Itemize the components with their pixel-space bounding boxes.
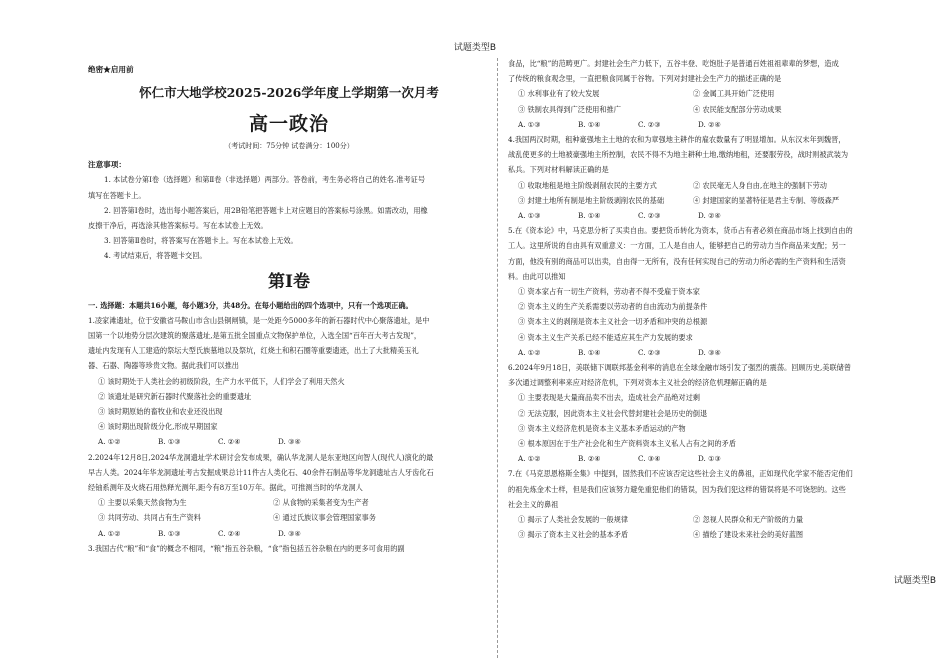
question-text: 5.在《资本论》中，马克思分析了买卖自由。要把货币转化为资本，货币占有者必须在商品市场上找到自由的 (508, 226, 853, 236)
option-a: A. ①③ (518, 119, 541, 129)
question-text: 战乱使更多的土地被豪强地主所控制，农民不得不为地主耕种土地,缴纳地租，还要服劳役，战时则被武装为 (508, 150, 849, 160)
item-row (508, 527, 908, 542)
question-text: 方面，他没有别的商品可以出卖，自由得一无所有，没有任何实现自己的劳动力所必需的生产资料和生活资 (508, 256, 846, 266)
question-item: ③ 揭示了资本主义社会的基本矛盾 (518, 530, 629, 540)
question-item: ③ 资本主义经济危机是资本主义基本矛盾运动的产物 (518, 423, 686, 433)
question-item: ③ 资本主义的剥削是资本主义社会一切矛盾和冲突的总根源 (518, 317, 708, 327)
question-item: ① 该时期处于人类社会的初级阶段，生产力水平低下，人们学会了利用天然火 (98, 376, 345, 386)
notes-title: 注意事项： (88, 160, 126, 170)
paper-type-side: 试题类型B (893, 576, 936, 586)
option-a: A. ①② (518, 347, 541, 357)
question-item: ④ 该时期出现阶级分化,形成早期国家 (98, 422, 218, 432)
question-item: ③ 该时期原始的畜牧业和农业还没出现 (98, 407, 223, 417)
answer-options (508, 208, 908, 223)
option-d: D. ②④ (698, 119, 721, 129)
item-row (508, 178, 908, 193)
question-5 (508, 223, 908, 360)
question-3 (508, 56, 908, 132)
item-row (508, 86, 908, 101)
question-text: 器、石器、陶器等珍贵文物。据此我们可以推出 (88, 361, 239, 371)
option-a: A. ①② (518, 454, 541, 464)
question-item: ① 资本家占有一切生产资料，劳动者不得不受雇于资本家 (518, 287, 700, 297)
question-item: ① 主要以采集天然食物为生 (98, 498, 187, 508)
option-c: C. ③④ (638, 454, 661, 464)
option-b: B. ②④ (578, 454, 601, 464)
option-b: B. ①③ (158, 528, 181, 538)
question-item: ② 忽视人民群众和无产阶级的力量 (693, 515, 804, 525)
option-c: C. ②③ (638, 119, 661, 129)
option-c: C. ②③ (638, 211, 661, 221)
section-title: 第Ⅰ卷 (268, 271, 310, 292)
note-line: 1. 本试卷分第Ⅰ卷（选择题）和第Ⅱ卷（非选择题）两部分。答卷前，考生务必将自己的姓名.准考证号 (104, 175, 426, 185)
question-text: 多次通过调整利率来应对经济危机，下列对资本主义社会的经济危机理解正确的是 (508, 378, 767, 388)
question-item: ② 从食物的采集者变为生产者 (273, 498, 369, 508)
question-item: ② 农民毫无人身自由,在地主的强制下劳动 (693, 180, 827, 190)
column-divider (497, 58, 498, 658)
question-item: ① 收取地租是地主阶级剥削农民的主要方式 (518, 180, 657, 190)
option-b: B. ①④ (578, 211, 601, 221)
question-7 (508, 466, 908, 542)
option-a: A. ①② (98, 437, 121, 447)
note-line: 4. 考试结束后，将答题卡交回。 (104, 251, 207, 261)
question-text: 2.2024年12月8日,2024华龙洞遗址学术研讨会发布成果，确认华龙洞人是东亚地区向智人(现代人)演化的最 (88, 452, 434, 462)
answer-options (508, 117, 908, 132)
note-line: 2. 回答第Ⅰ卷时，选出每小题答案后，用2B铅笔把答题卡上对应题目的答案标号涂黑。如需改动，用橡 (104, 205, 428, 215)
question-text: 工人。这里所说的自由具有双重意义：一方面，工人是自由人，能够把自己的劳动力当作商品来支配；另一 (508, 241, 846, 251)
answer-options (88, 434, 490, 449)
question-item: ④ 根本原因在于生产社会化和生产资料资本主义私人占有之间的矛盾 (518, 439, 736, 449)
right-column (508, 56, 908, 543)
answer-options (508, 345, 908, 360)
question-text: 经铀系测年及火烧石用热释光测年,距今有8万至10万年。据此，可推测当时的华龙洞人 (88, 483, 363, 493)
question-item: ① 水利事业有了较大发展 (518, 89, 600, 99)
question-text: 食品，比“粮”的范畴更广。封建社会生产力低下，五谷丰登、吃饱肚子是普通百姓祖祖辈辈的梦想，造成 (508, 59, 839, 68)
question-4 (508, 132, 908, 223)
question-text: 6.2024年9月18日，美联储下调联邦基金利率的消息在全球金融市场引发了强烈的震荡。回顾历史,美联储曾 (508, 363, 852, 373)
option-c: C. ②④ (218, 437, 241, 447)
question-text: 私兵。下列对材料解读正确的是 (508, 165, 609, 175)
question-text: 国第一个以地势分层次建筑的聚落遗址,是第五批全国重点文物保护单位，入选全国“百年百大考古发现”， (88, 331, 422, 341)
question-text: 料。由此可以推知 (508, 271, 566, 281)
left-column (88, 56, 490, 556)
exam-info: （考试时间：75分钟 试卷满分：100分） (224, 142, 354, 151)
item-row (88, 495, 490, 510)
option-d: D. ②④ (698, 211, 721, 221)
question-item: ④ 资本主义生产关系已经不能适应其生产力发展的要求 (518, 332, 693, 342)
option-b: B. ①③ (158, 437, 181, 447)
option-b: B. ①④ (578, 119, 601, 129)
option-d: D. ③④ (278, 437, 301, 447)
question-item: ④ 通过氏族议事会管理国家事务 (273, 513, 376, 523)
question-item: ② 资本主义的生产关系需要以劳动者的自由流动为前提条件 (518, 302, 708, 312)
question-6 (508, 360, 908, 466)
exam-subject: 高一政治 (248, 113, 329, 136)
question-item: ③ 封建土地所有制是地主阶级剥削农民的基础 (518, 195, 665, 205)
question-2 (88, 450, 490, 541)
question-item: ④ 描绘了建设未来社会的美好蓝图 (693, 530, 804, 540)
question-item: ③ 共同劳动、共同占有生产资料 (98, 513, 201, 523)
question-text: 7.在《马克思恩格斯全集》中提到，固然我们不应该否定这些社会主义的鼻祖，正如现代化学家不能否定他们 (508, 469, 853, 479)
question-item: ① 揭示了人类社会发展的一般规律 (518, 515, 629, 525)
question-text: 遗址内发现有人工建造的祭坛大型氏族墓地以及祭坑，红烧土和积石圈等重要遗迹，出土了大批精美玉礼 (88, 346, 419, 356)
question-item: ④ 农民能支配部分劳动成果 (693, 104, 782, 114)
item-row (88, 510, 490, 525)
item-row (508, 102, 908, 117)
answer-options (508, 451, 908, 466)
item-row (508, 193, 908, 208)
option-c: C. ②④ (218, 528, 241, 538)
question-item: ② 金属工具开始广泛使用 (693, 89, 775, 99)
question-text: 的祖先炼金术士样，但是我们应该努力避免重犯他们的错误，因为我们犯这样的错误将是不可饶恕的。这些 (508, 484, 846, 494)
question-text: 社会主义的鼻祖 (508, 499, 559, 509)
option-d: D. ③④ (698, 347, 721, 357)
note-line: 3. 回答第Ⅱ卷时，将答案写在答题卡上。写在本试卷上无效。 (104, 236, 298, 246)
option-a: A. ①③ (518, 211, 541, 221)
question-3-start: 3.我国古代“粮”和“食”的概念不相同，“粮”指五谷杂粮，“食”指包括五谷杂粮在内的更多可食用的副 (88, 543, 405, 553)
question-text: 4.我国两汉时期，租种豪强地主土地的农和为章强地主耕作的雇农数量有了明显增加。从东汉末年到魏晋， (508, 135, 846, 145)
option-d: D. ①③ (698, 454, 721, 464)
option-d: D. ③④ (278, 528, 301, 538)
option-c: C. ②③ (638, 347, 661, 357)
answer-options (88, 526, 490, 541)
section-intro: 一. 选择题：本题共16小题，每小题3分，共48分。在每小题给出的四个选项中，只有一个选项正确。 (88, 300, 413, 310)
question-item: ② 无法克服，因此资本主义社会代替封建社会是历史的倒退 (518, 408, 708, 418)
question-1 (88, 313, 490, 450)
question-text: 了传统的粮食观念里，一直把粮食同属于谷物。下列对封建社会生产力的描述正确的是 (508, 74, 782, 84)
option-a: A. ①② (98, 528, 121, 538)
question-item: ② 该遗址是研究新石器时代聚落社会的重要遗址 (98, 391, 252, 401)
exam-title: 怀仁市大地学校2025-2026学年度上学期第一次月考 (139, 85, 439, 101)
note-line: 填写在答题卡上。 (88, 190, 146, 200)
confidential-label: 绝密★启用前 (88, 65, 134, 74)
question-item: ① 主要表现是大量商品卖不出去，造成社会产品绝对过剩 (518, 393, 700, 403)
question-item: ③ 铁制农具得到广泛使用和推广 (518, 104, 621, 114)
option-b: B. ①④ (578, 347, 601, 357)
item-row (508, 512, 908, 527)
paper-type-top: 试题类型B (453, 43, 497, 53)
question-item: ④ 封建国家的显著特征是君主专制、等级森严 (693, 195, 840, 205)
question-text: 早古人类。2024年华龙洞遗址考古发掘成果总计11件古人类化石、40余件石制品等华龙洞遗址古人牙齿化石 (88, 467, 434, 477)
note-line: 皮擦干净后，再选涂其他答案标号。写在本试卷上无效。 (88, 221, 268, 231)
question-text: 1.凌家滩遗址，位于安徽省马鞍山市含山县铜闸镇，是一处距今5000多年的新石器时代中心聚落遗址，是中 (88, 315, 430, 325)
